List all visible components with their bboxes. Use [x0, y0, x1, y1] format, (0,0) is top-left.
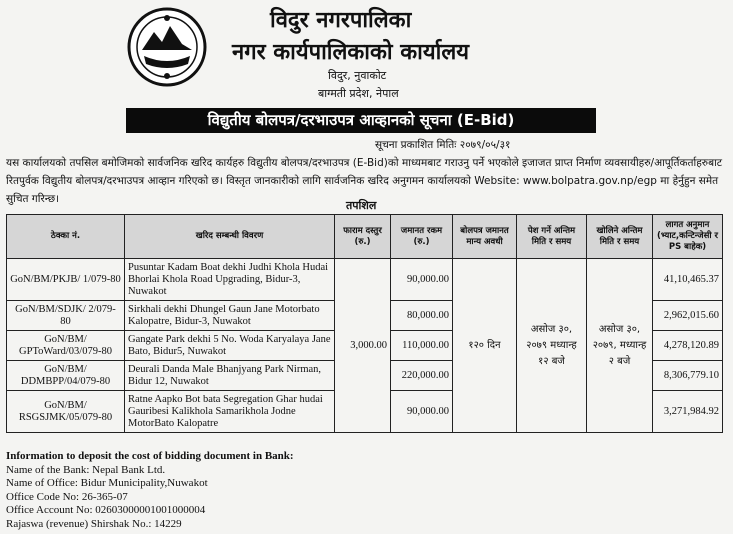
work-description: Deurali Danda Male Bhanjyang Park Nirman, Bidur 12, Nuwakot	[125, 361, 335, 391]
header-submission: पेश गर्ने अन्तिम मिति र समय	[517, 215, 587, 259]
bid-table	[6, 214, 723, 433]
form-fee: 3,000.00	[335, 259, 391, 433]
header-contract-no: ठेक्का नं.	[7, 215, 125, 259]
contract-code: GoN/BM/ RSGSJMK/05/079-80	[7, 391, 125, 433]
office-name-line: Name of Office: Bidur Municipality,Nuwakot	[6, 477, 208, 490]
notice-body: यस कार्यालयको तपसिल बमोजिमको सार्वजनिक खरिद कार्यहरु विद्युतीय बोलपत्र/दरभाउपत्र (E-Bid)को माध्यमबाट गराउनु पर्ने भएकोले इजाजत प्राप्त निर्माण व्यवसायीहरु/आपूर्तिकर्ताहरुबाट रितपुर्वक विद्युतीय बोलपत्र/दरभाउपत्र आव्हान गरिएको छ। विस्तृत जानकारीको लागि सार्वजनिक खरिद अनुगमन कार्यालयको Website: www.bolpatra.gov.np/egp मा हेर्नुहुन समेत सुचित गरिन्छ।	[6, 157, 723, 205]
header-description: खरिद सम्बन्धी विवरण	[125, 215, 335, 259]
contract-code: GoN/BM/PKJB/ 1/079-80	[7, 259, 125, 301]
bank-info-heading: Information to deposit the cost of bidding document in Bank:	[6, 450, 294, 462]
work-description: Ratne Aapko Bot bata Segregation Ghar hudai Gauribesi Kalikhola Samarikhola Jodne MotorBato Kalopatre	[125, 391, 335, 433]
bid-security: 80,000.00	[391, 301, 453, 331]
contract-code: GoN/BM/SDJK/ 2/079-80	[7, 301, 125, 331]
office-account-no: Office Account No: 02603000001001000004	[6, 504, 206, 517]
notice-title: विद्युतीय बोलपत्र/दरभाउपत्र आव्हानको सूचना (E-Bid)	[126, 108, 596, 133]
work-description: Gangate Park dekhi 5 No. Woda Karyalaya Jane Bato, Bidur5, Nuwakot	[125, 331, 335, 361]
estimated-cost: 3,271,984.92	[653, 391, 723, 433]
header-estimated-cost: लागत अनुमान (भ्याट,कन्टिन्जेसी र PS बाहेक)	[653, 215, 723, 259]
bank-info	[6, 450, 294, 532]
header-opening: खोलिने अन्तिम मिति र समय	[587, 215, 653, 259]
submission-deadline: असोज ३०, २०७९ मध्यान्ह १२ बजे	[517, 259, 587, 433]
estimated-cost: 8,306,779.10	[653, 361, 723, 391]
municipality-logo	[126, 6, 208, 88]
schedule-label: तपशिल	[346, 199, 377, 212]
estimated-cost: 4,278,120.89	[653, 331, 723, 361]
bid-security: 90,000.00	[391, 391, 453, 433]
validity-period: १२० दिन	[453, 259, 517, 433]
header-form-fee: फाराम दस्तुर (रु.)	[335, 215, 391, 259]
work-description: Sirkhali dekhi Dhungel Gaun Jane Motorbato Kalopatre, Bidur-3, Nuwakot	[125, 301, 335, 331]
header-validity: बोलपत्र जमानत मान्य अवधी	[453, 215, 517, 259]
estimated-cost: 41,10,465.37	[653, 259, 723, 301]
table-row	[7, 259, 723, 301]
bid-security: 220,000.00	[391, 361, 453, 391]
header-bid-security: जमानत रकम (रु.)	[391, 215, 453, 259]
province-name: बाग्मती प्रदेश, नेपाल	[318, 87, 399, 100]
contract-code: GoN/BM/ DDMBPP/04/079-80	[7, 361, 125, 391]
bank-name: Name of the Bank: Nepal Bank Ltd.	[6, 463, 166, 476]
bid-security: 90,000.00	[391, 259, 453, 301]
work-description: Pusuntar Kadam Boat dekhi Judhi Khola Hudai Bhorlai Khola Road Upgrading, Bidur-3, Nuwakot	[125, 259, 335, 301]
municipality-name: विदुर नगरपालिका	[270, 8, 412, 33]
office-address: विदुर, नुवाकोट	[328, 69, 387, 82]
office-code: Office Code No: 26-365-07	[6, 490, 128, 503]
revenue-head-no: Rajaswa (revenue) Shirshak No.: 14229	[6, 517, 182, 530]
published-date: सूचना प्रकाशित मितिः २०७९/०५/३१	[375, 139, 511, 151]
office-name: नगर कार्यपालिकाको कार्यालय	[232, 40, 469, 65]
estimated-cost: 2,962,015.60	[653, 301, 723, 331]
opening-time: असोज ३०, २०७९, मध्यान्ह २ बजे	[587, 259, 653, 433]
bid-security: 110,000.00	[391, 331, 453, 361]
contract-code: GoN/BM/ GPToWard/03/079-80	[7, 331, 125, 361]
